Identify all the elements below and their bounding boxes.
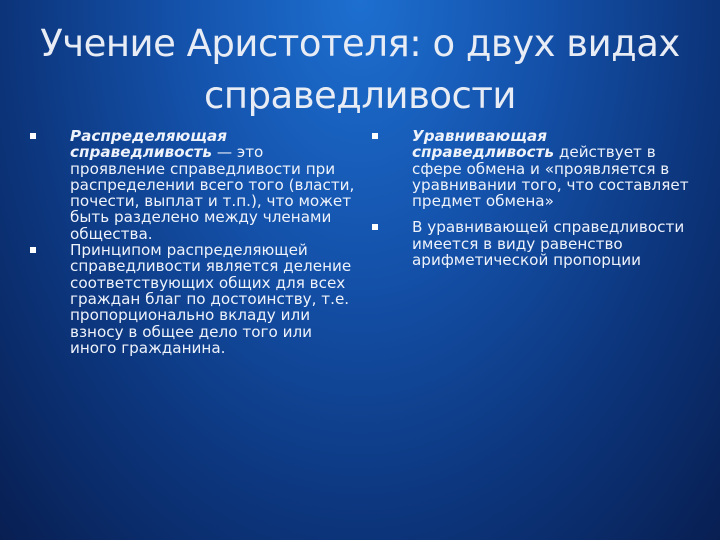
left-column	[30, 128, 360, 356]
slide-title	[20, 18, 700, 122]
bullet-term: Уравнивающая справедливость	[412, 127, 555, 162]
bullet-item	[372, 219, 692, 268]
right-column	[372, 128, 692, 268]
bullet-term: Распределяющая справедливость	[70, 127, 228, 162]
title-line-2: справедливости	[204, 74, 516, 117]
bullet-text: Принципом распределяющей справедливости является деление соответствующих общих для всех граждан благ по достоинству, т.е. пропорционально вкладу или взносу в общее дело того или иного гражданина.	[70, 241, 352, 357]
bullet-item	[30, 242, 360, 356]
square-bullet-icon	[372, 224, 378, 230]
bullet-text: — это проявление справедливости при распределении всего того (власти, почести, выплат и т.п.), что может быть разделено между членами общества.	[70, 143, 355, 243]
square-bullet-icon	[30, 247, 36, 253]
title-line-1: Учение Аристотеля: о двух видах	[40, 22, 680, 65]
bullet-item	[372, 128, 692, 209]
square-bullet-icon	[30, 133, 36, 139]
bullet-item	[30, 128, 360, 242]
bullet-text: В уравнивающей справедливости имеется в виду равенство арифметической пропорции	[412, 218, 685, 270]
bullet-text: действует в сфере обмена и «проявляется в уравнивании того, что составляет предмет обмена»	[412, 143, 689, 211]
square-bullet-icon	[372, 133, 378, 139]
